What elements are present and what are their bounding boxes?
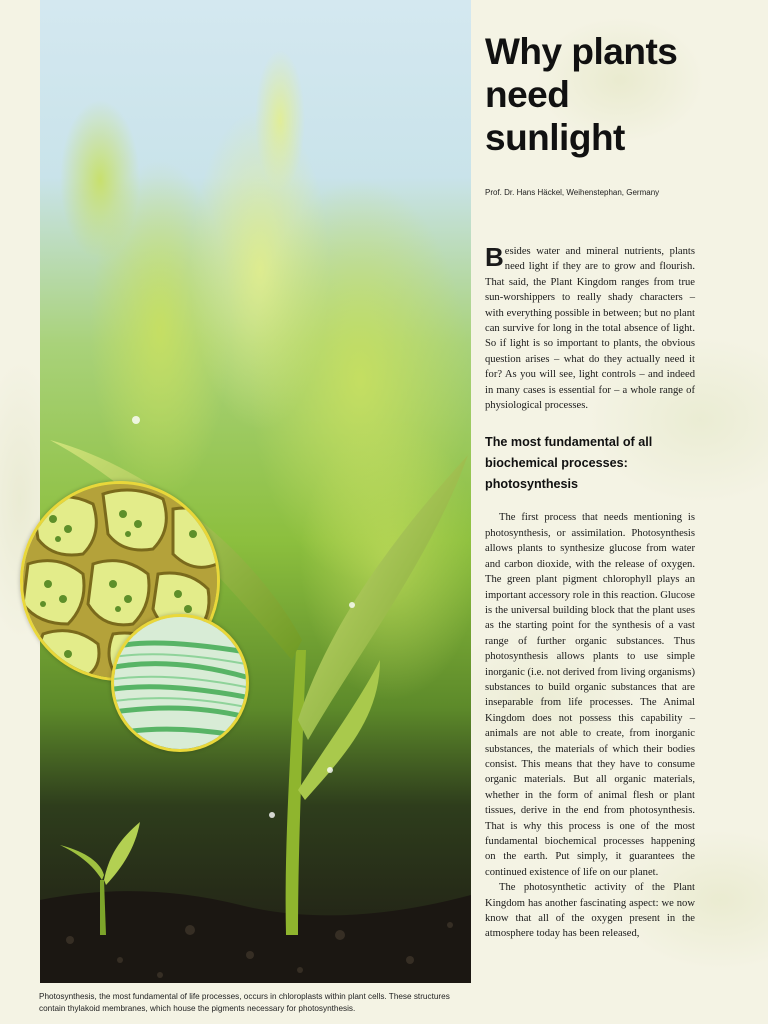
article-author: Prof. Dr. Hans Häckel, Weihenstephan, Germany <box>485 188 660 197</box>
intro-text: esides water and mineral nutrients, plants need light if they are to grow and flourish. That said, the Plant Kingdom ranges from true sun-worshippers to really shady characters – with everything possible in between; but no plant can survive for long in the total absence of light. So if light is so important to plants, the obvious question arises – what do they actually need it for? As you will see, light controls – and indeed in many cases is essential for – a whole range of physiological processes. <box>485 246 695 412</box>
article-column <box>485 30 695 942</box>
figure-caption: Photosynthesis, the most fundamental of life processes, occurs in chloroplasts within plant cells. These structures contain thylakoid membranes, which house the pigments necessary for photosynthesis. <box>39 992 450 1013</box>
intro-paragraph <box>485 244 695 413</box>
drop-cap: B <box>485 242 504 272</box>
body-paragraph: The photosynthetic activity of the Plant Kingdom has another fascinating aspect: we now know that all of the oxygen present in the atmosphere today has been released, <box>485 882 695 940</box>
article-title: Why plants need sunlight <box>485 31 678 158</box>
body-paragraph: The first process that needs mentioning is photosynthesis, or assimilation. Photosynthesis allows plants to synthesize glucose from water and carbon dioxide, with the release of oxygen. The green plant pigment chlorophyll plays an important accessory role in this reaction. Glucose is the universal building block that the plant uses as the starting point for the synthesis of a vast range of further organic substances. Thus photosynthesis allows plants to use simple inorganic (i.e. not derived from living organisms) substances to build organic substances that are inseparable from life processes. The Animal Kingdom does not possess this capability – animals are not able to create, from inorganic substances, the materials of which their bodies consist. This means that they have to consume organic materials. But all organic materials, whether in the form of animal flesh or plant tissues, derive in the end from photosynthesis. That is why this process is one of the most fundamental biochemical processes happening on the earth. Put simply, it guarantees the continued existence of life on our planet. <box>485 512 695 878</box>
thylakoid-inset <box>111 614 249 752</box>
section-heading: The most fundamental of all biochemical processes: photosynthesis <box>485 435 653 492</box>
